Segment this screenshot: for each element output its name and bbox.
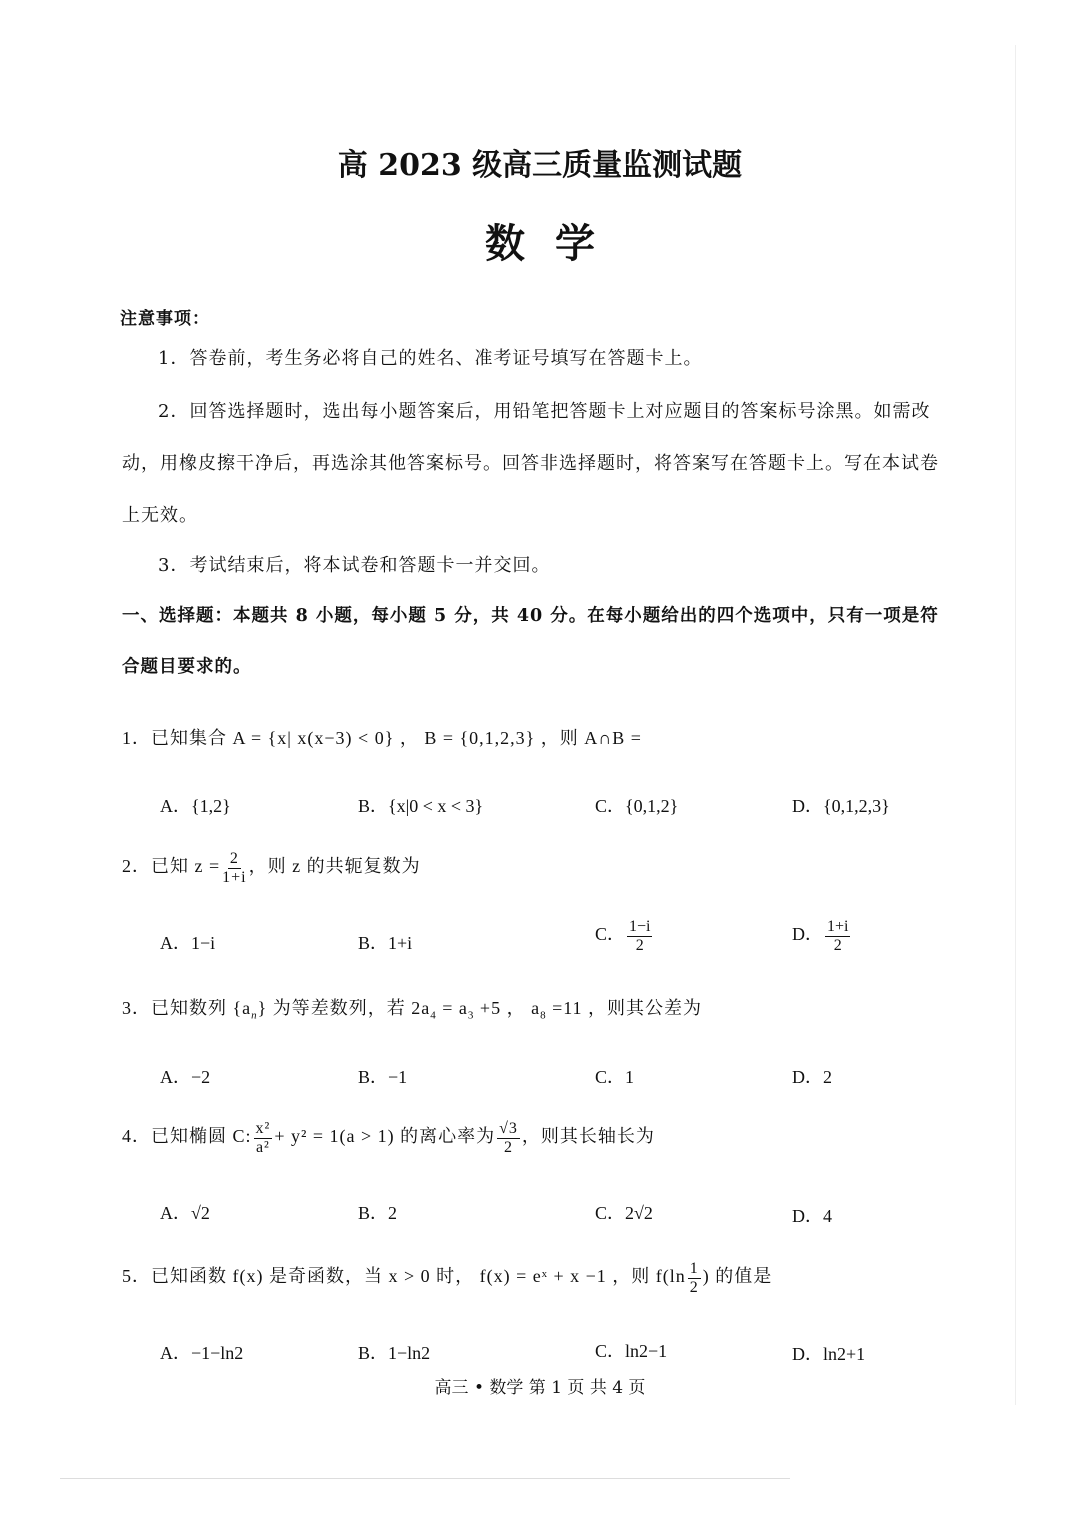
subject-title: 数学 [485,220,625,267]
question-1-stem: 1．已知集合 A = {x| x(x−3) < 0} ， B = {0,1,2,3} ，则 A∩B = [122,728,642,748]
q5-num: 1 [689,1260,699,1277]
question-2-stem [122,850,421,886]
question-2-option-a: A．1−i [160,933,216,953]
question-2-option-b: B．1+i [358,933,413,953]
section-heading-line-2: 合题目要求的。 [122,657,252,677]
question-4-option-c: C．2√2 [595,1203,653,1223]
question-4-option-b: B．2 [358,1203,398,1223]
q2-den: 1+i [222,868,247,886]
q2c-den: 2 [635,936,644,954]
q2-stem-post: ，则 z 的共轭复数为 [248,856,421,877]
q5-fraction [688,1260,701,1296]
q3-eq: = a [436,998,468,1018]
question-3-option-a: A．−2 [160,1067,211,1087]
notice-line-4: 上无效。 [122,505,198,526]
question-5-option-c: C．ln2−1 [595,1341,668,1361]
q3-sub8: 8 [540,1009,547,1022]
question-4-option-d: D．4 [792,1206,832,1226]
question-4-option-a: A．√2 [160,1203,210,1223]
q2-fraction [222,850,246,886]
question-2-option-c [595,918,654,954]
q4-num2: √3 [499,1120,518,1137]
notice-heading: 注意事项： [120,309,210,329]
q4-den2: 2 [504,1138,514,1156]
question-5-option-b: B．1−ln2 [358,1343,431,1363]
question-1-option-a: A．{1,2} [160,796,231,816]
q3-post: =11 ，则其公差为 [546,998,703,1018]
q3-sub-n: n [251,1009,258,1022]
notice-line-1: 1．答卷前，考生务必将自己的姓名、准考证号填写在答题卡上。 [158,348,703,369]
q4-pre: 4．已知椭圆 C: [122,1126,252,1147]
q5-post: ) 的值是 [702,1266,773,1287]
question-3-option-d: D．2 [792,1067,832,1087]
q2c-fraction [627,918,652,954]
scan-edge-horizontal [60,1478,790,1479]
question-3-option-c: C．1 [595,1067,635,1087]
q5-pre: 5．已知函数 f(x) 是奇函数，当 x > 0 时， f(x) = eˣ + x −1 ，则 f(ln [122,1266,686,1287]
q4-fraction-1 [254,1120,273,1156]
q3-plus: +5 ， a [474,998,541,1018]
question-3-option-b: B．−1 [358,1067,408,1087]
q4-den: a² [255,1138,270,1156]
q3-mid: } 为等差数列，若 2a [257,998,431,1018]
notice-line-5: 3．考试结束后，将本试卷和答题卡一并交回。 [158,555,551,576]
section-heading-line-1: 一、选择题：本题共 8 小题，每小题 5 分，共 40 分。在每小题给出的四个选项中，只有一项是符 [122,606,939,626]
q2c-label: C． [595,924,626,945]
q2c-num: 1−i [629,918,651,935]
q3-sub4: 4 [430,1009,437,1022]
q4-post: ，则其长轴长为 [521,1126,655,1147]
q3-sub3: 3 [467,1009,475,1022]
q2-stem-pre: 2．已知 z = [122,856,221,877]
q3-pre: 3．已知数列 {a [122,998,252,1018]
question-5-option-d: D．ln2+1 [792,1344,866,1364]
q4-num: x² [255,1120,271,1137]
q4-mid: + y² = 1(a > 1) 的离心率为 [274,1126,496,1147]
notice-line-3: 动，用橡皮擦干净后，再选涂其他答案标号。回答非选择题时，将答案写在答题卡上。写在本试卷 [122,453,939,474]
exam-title: 高 2023 级高三质量监测试题 [337,148,743,183]
question-2-option-d [792,918,852,954]
question-4-stem [122,1120,655,1156]
page-footer: 高三 • 数学 第 1 页 共 4 页 [434,1378,646,1398]
q2d-num: 1+i [827,918,849,935]
q2-num: 2 [229,850,239,867]
q2d-den: 2 [833,936,842,954]
question-3-stem [122,994,702,1022]
notice-line-2: 2．回答选择题时，选出每小题答案后，用铅笔把答题卡上对应题目的答案标号涂黑。如需改 [158,401,931,422]
question-1-option-c: C．{0,1,2} [595,796,679,816]
q2d-fraction [825,918,850,954]
question-5-option-a: A．−1−ln2 [160,1343,244,1363]
q2d-label: D． [792,924,823,945]
question-1-option-d: D．{0,1,2,3} [792,796,890,816]
q5-den: 2 [689,1278,699,1296]
question-1-option-b: B．{x|0 < x < 3} [358,796,484,816]
question-5-stem [122,1260,772,1296]
q4-fraction-2 [497,1120,520,1156]
